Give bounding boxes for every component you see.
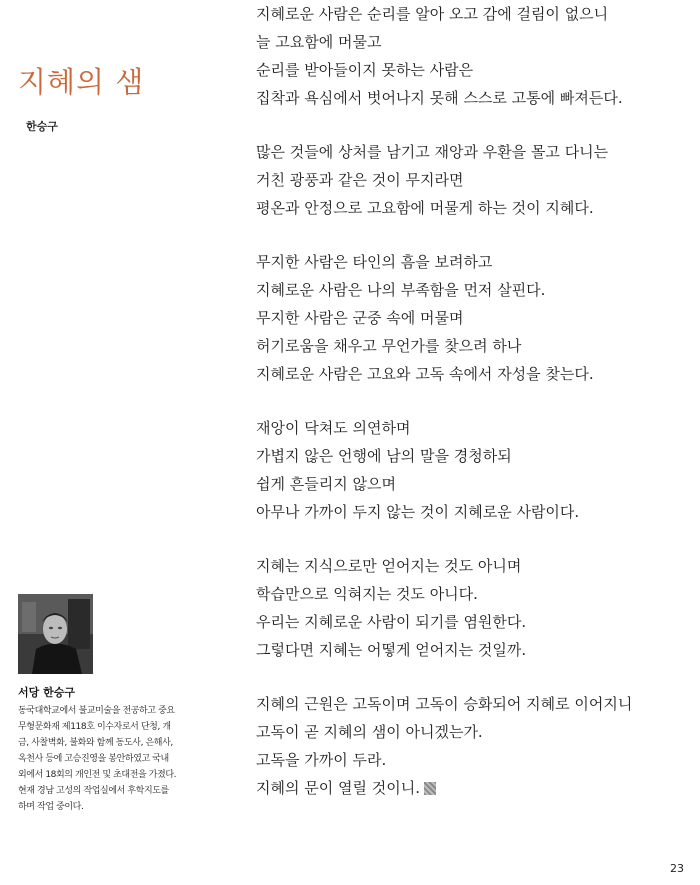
poem-line: 많은 것들에 상처를 남기고 재앙과 우환을 몰고 다니는 bbox=[256, 143, 609, 161]
bio-name: 서당 한승구 bbox=[18, 686, 75, 699]
poem-body bbox=[256, 0, 686, 828]
poem-line: 지혜의 근원은 고독이며 고독이 승화되어 지혜로 이어지니 bbox=[256, 695, 633, 713]
poem-line: 무지한 사람은 타인의 흠을 보려하고 bbox=[256, 253, 493, 271]
bio-line: 하며 작업 중이다. bbox=[18, 802, 84, 812]
poem-stanza-2 bbox=[256, 138, 686, 222]
poem-line: 쉽게 흔들리지 않으며 bbox=[256, 475, 396, 493]
poem-line: 지혜는 지식으로만 얻어지는 것도 아니며 bbox=[256, 557, 522, 575]
poem-line: 집착과 욕심에서 벗어나지 못해 스스로 고통에 빠져든다. bbox=[256, 89, 623, 107]
poem-line: 학습만으로 익혀지는 것도 아니다. bbox=[256, 585, 478, 603]
author-photo bbox=[18, 594, 93, 674]
poem-line: 늘 고요함에 머물고 bbox=[256, 33, 382, 51]
article-title: 지혜의 샘 bbox=[18, 65, 145, 99]
poem-line: 아무나 가까이 두지 않는 것이 지혜로운 사람이다. bbox=[256, 503, 580, 521]
end-mark-icon bbox=[424, 782, 436, 795]
bio-line: 무형문화재 제118호 이수자로서 단청, 개 bbox=[18, 722, 171, 732]
poem-stanza-3 bbox=[256, 248, 686, 388]
page-number: 23 bbox=[670, 862, 684, 875]
poem-line: 지혜로운 사람은 순리를 알아 오고 감에 걸림이 없으니 bbox=[256, 5, 609, 23]
poem-line: 거친 광풍과 같은 것이 무지라면 bbox=[256, 171, 464, 189]
poem-line: 평온과 안정으로 고요함에 머물게 하는 것이 지혜다. bbox=[256, 199, 594, 217]
bio-line: 금, 사찰벽화, 불화와 함께 동도사, 은해사, bbox=[18, 738, 173, 748]
poem-line: 가볍지 않은 언행에 남의 말을 경청하되 bbox=[256, 447, 512, 465]
bio-line: 동국대학교에서 불교미술을 전공하고 중요 bbox=[18, 706, 175, 716]
author-name: 한승구 bbox=[26, 120, 58, 133]
poem-line: 무지한 사람은 군중 속에 머물며 bbox=[256, 309, 464, 327]
poem-line: 고독이 곧 지혜의 샘이 아니겠는가. bbox=[256, 723, 483, 741]
poem-line: 재앙이 닥쳐도 의연하며 bbox=[256, 419, 411, 437]
poem-line: 지혜로운 사람은 고요와 고독 속에서 자성을 찾는다. bbox=[256, 365, 594, 383]
poem-line-last-text: 지혜의 문이 열릴 것이니. bbox=[256, 779, 420, 797]
poem-stanza-1 bbox=[256, 0, 686, 112]
poem-line: 허기로움을 채우고 무언가를 찾으려 하나 bbox=[256, 337, 522, 355]
bio-text bbox=[18, 703, 188, 815]
poem-line: 우리는 지혜로운 사람이 되기를 염원한다. bbox=[256, 613, 527, 631]
poem-line: 지혜로운 사람은 나의 부족함을 먼저 살핀다. bbox=[256, 281, 546, 299]
poem-stanza-4 bbox=[256, 414, 686, 526]
bio-line: 외에서 18회의 개인전 및 초대전을 가졌다. bbox=[18, 770, 177, 780]
poem-line: 고독을 가까이 두라. bbox=[256, 751, 387, 769]
poem-stanza-6 bbox=[256, 690, 686, 802]
poem-line: 순리를 받아들이지 못하는 사람은 bbox=[256, 61, 474, 79]
poem-line: 그렇다면 지혜는 어떻게 얻어지는 것일까. bbox=[256, 641, 527, 659]
author-portrait-image bbox=[18, 594, 93, 674]
poem-stanza-5 bbox=[256, 552, 686, 664]
bio-line: 옥천사 등에 고승진영을 봉안하였고 국내 bbox=[18, 754, 169, 764]
bio-line: 현재 경남 고성의 작업실에서 후학지도를 bbox=[18, 786, 169, 796]
poem-line-last bbox=[256, 774, 686, 802]
